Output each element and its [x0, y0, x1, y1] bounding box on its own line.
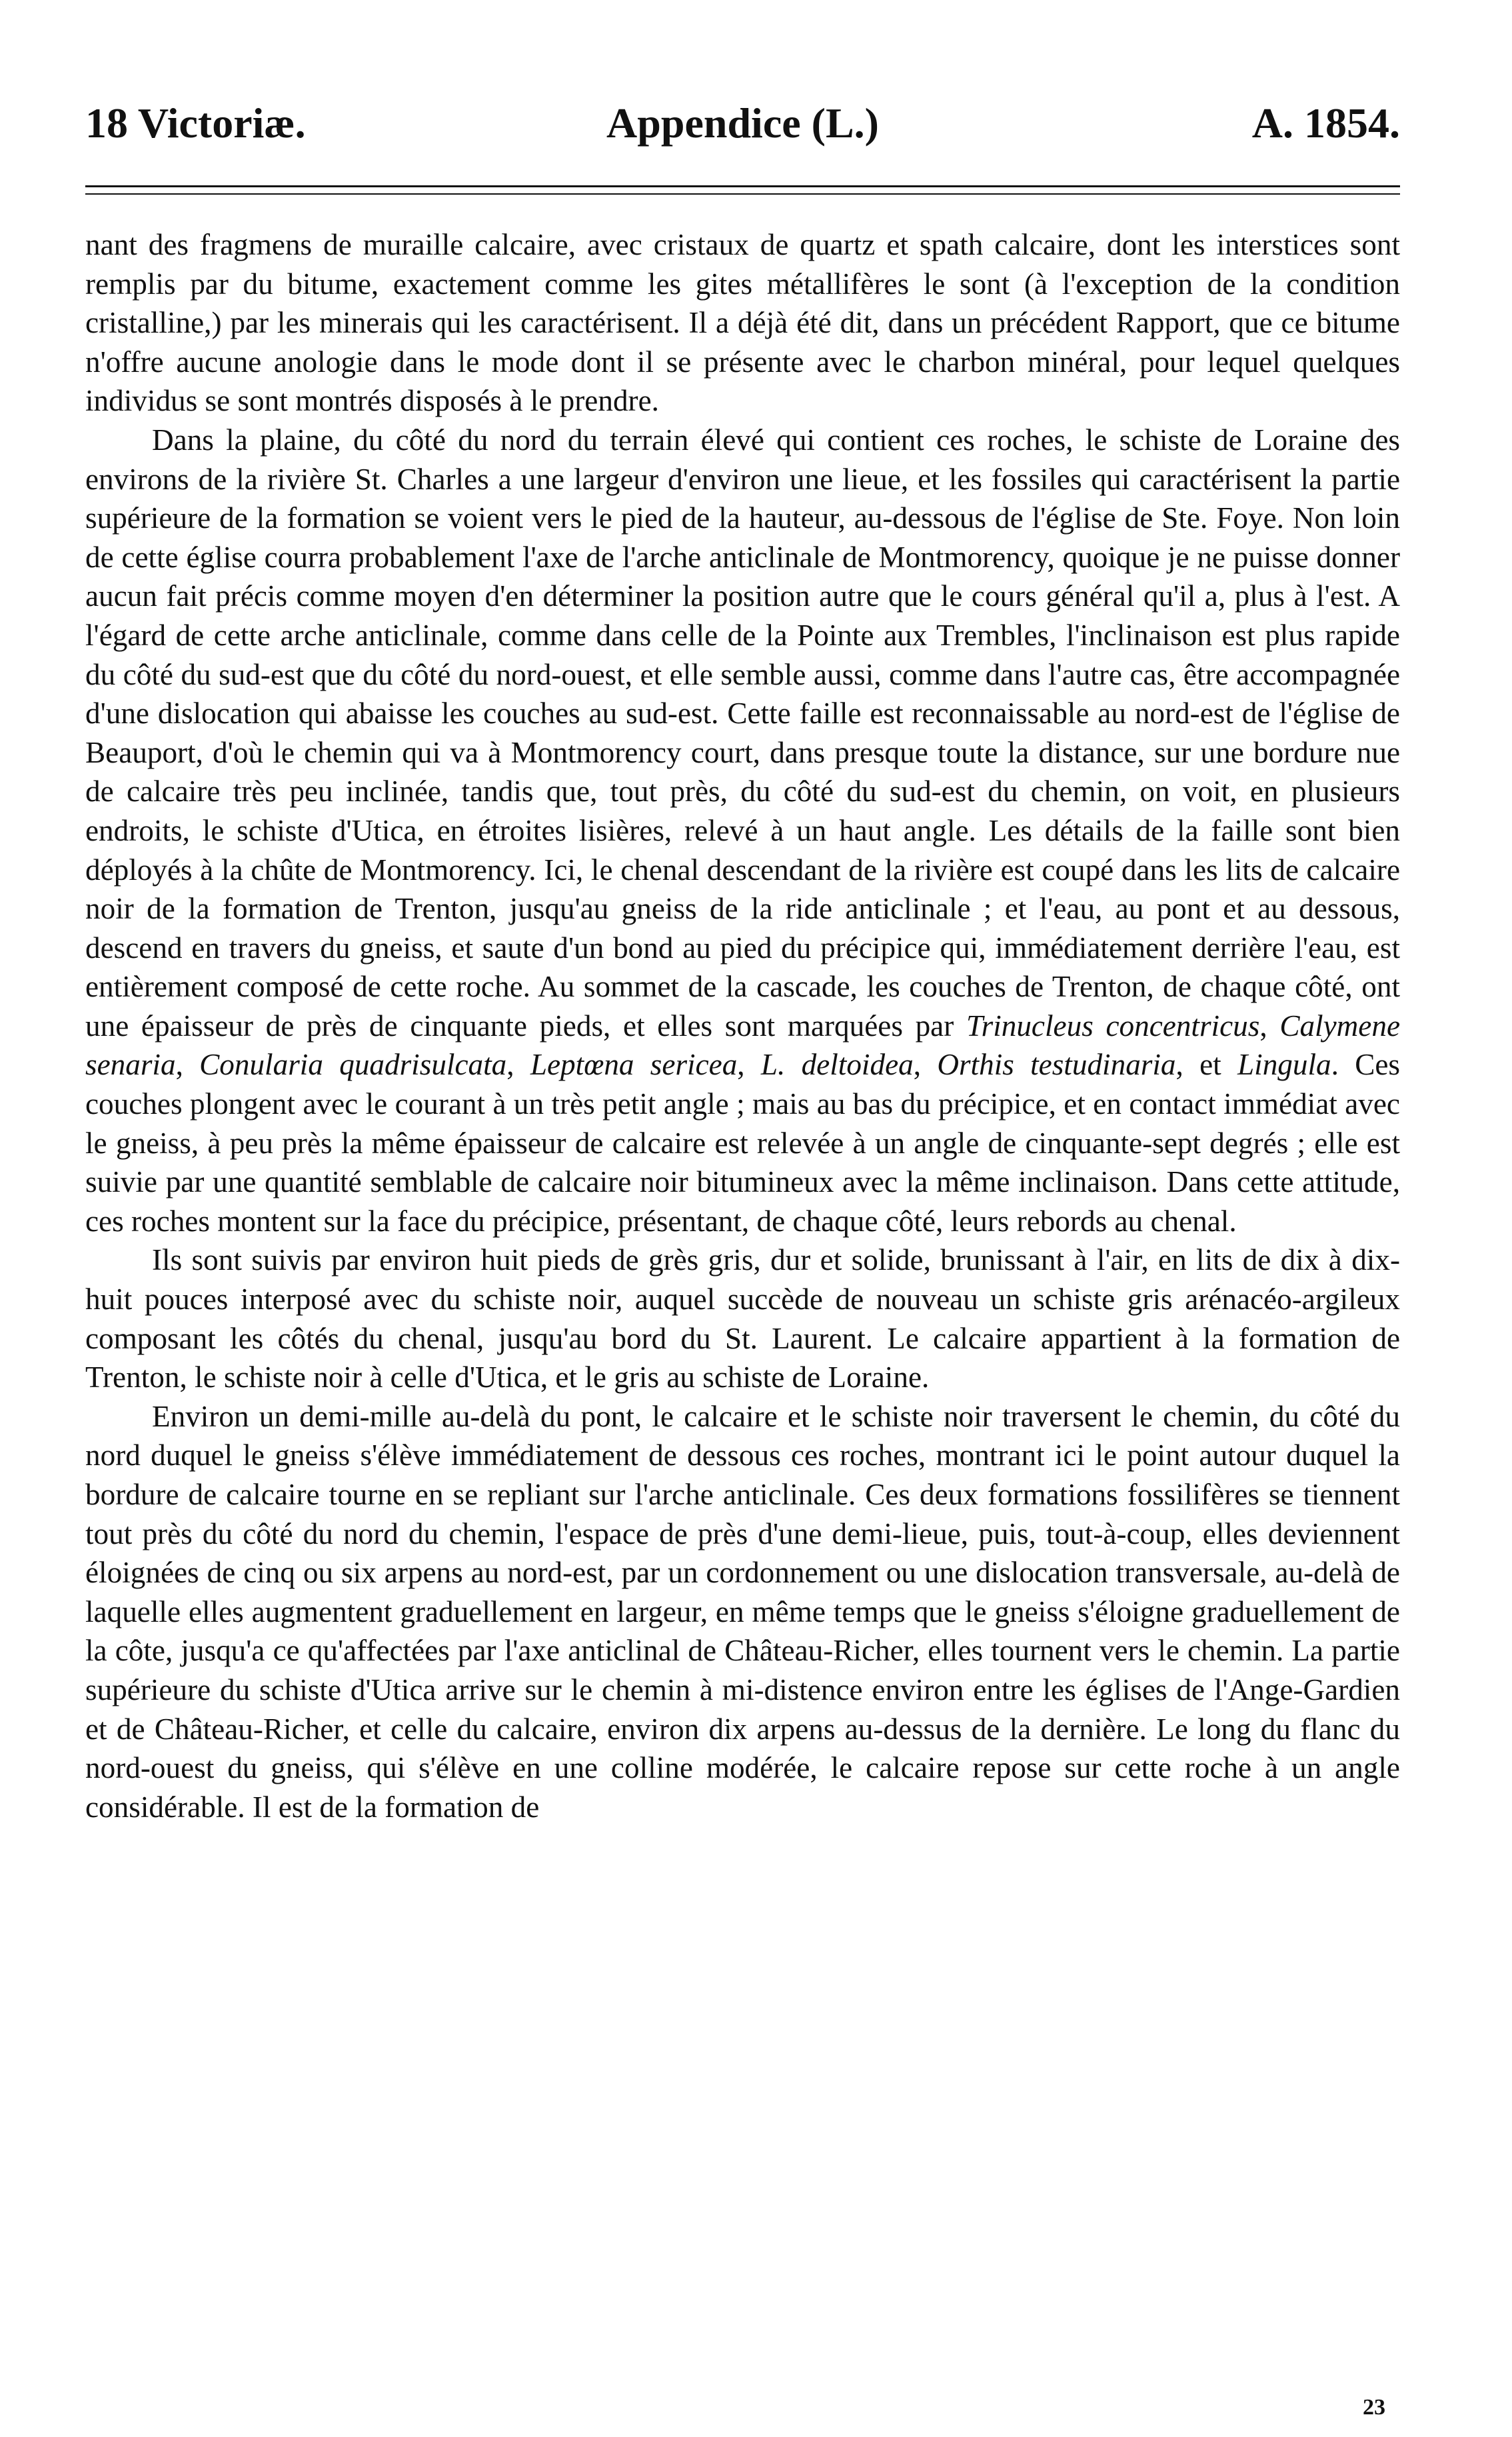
separator: ,	[175, 1048, 200, 1082]
fossil-name: Lingula	[1237, 1048, 1331, 1082]
separator: , et	[1175, 1048, 1238, 1082]
header-year: A. 1854.	[1251, 99, 1400, 147]
paragraph-3: Ils sont suivis par environ huit pieds de grès gris, dur et solide, brunissant à l'air, en lits de dix à dix-huit pouces interposé avec du schiste noir, auquel succède de nouveau un schiste gris arénacéo-argileux composant les côtés du chenal, jusqu'au bord du St. Laurent. Le calcaire appartient à la formation de Trenton, le schiste noir à celle d'Utica, et le gris au schiste de Loraine.	[85, 1243, 1400, 1394]
paragraph-2-text: Dans la plaine, du côté du nord du terrain élevé qui contient ces roches, le schiste de Loraine des environs de la rivière St. Charles a une largeur d'environ une lieue, et les fossiles qui caractérisent la partie supérieure de la formation se voient vers le pied de la hauteur, au-dessous de l'église de Ste. Foye. Non loin de cette église courra probablement l'axe de l'arche anticlinale de Montmorency, quoique je ne puisse donner aucun fait précis comme moyen d'en déterminer la position autre que le cours général qu'il a, plus à l'est. A l'égard de cette arche anticlinale, comme dans celle de la Pointe aux Trembles, l'inclinaison est plus rapide du côté du sud-est que du côté du nord-ouest, et elle semble aussi, comme dans l'autre cas, être accompagnée d'une dislocation qui abaisse les couches au sud-est. Cette faille est reconnaissable au nord-est de l'église de Beauport, d'où le chemin qui va à Montmorency court, dans presque toute la distance, sur une bordure nue de calcaire très peu inclinée, tandis que, tout près, du côté du sud-est du chemin, on voit, en plusieurs endroits, le schiste d'Utica, en étroites lisières, relevé à un haut angle. Les détails de la faille sont bien déployés à la chûte de Montmorency. Ici, le chenal descendant de la rivière est coupé dans les lits de calcaire noir de la formation de Trenton, jusqu'au gneiss de la ride anticlinale ; et l'eau, au pont et au dessous, descend en travers du gneiss, et saute d'un bond au pied du précipice qui, immédiatement derrière l'eau, est entièrement composé de cette roche. Au sommet de la cascade, les couches de Trenton, de chaque côté, ont une épaisseur de près de cinquante pieds, et elles sont marquées par	[85, 423, 1400, 1043]
separator: ,	[1259, 1009, 1280, 1043]
fossil-name: Calymene senaria	[85, 1009, 1401, 1082]
header-appendix: Appendice (L.)	[606, 99, 879, 147]
separator: ,	[506, 1048, 530, 1082]
fossil-name: Orthis testudinaria	[937, 1048, 1176, 1082]
fossil-name: Leptœna sericea	[530, 1048, 738, 1082]
header-rule-thin	[85, 193, 1400, 195]
paragraph-4: Environ un demi-mille au-delà du pont, le calcaire et le schiste noir traversent le chemin, du côté du nord duquel le gneiss s'élève immédiatement de dessous ces roches, montrant ici le point autour duquel la bordure de calcaire tourne en se repliant sur l'arche anticlinale. Ces deux formations fossilifères se tiennent tout près du côté du nord du chemin, l'espace de près d'une demi-lieue, puis, tout-à-coup, elles deviennent éloignées de cinq ou six arpens au nord-est, par un cordonnement ou une dislocation transversale, au-delà de laquelle elles augmentent graduellement en largeur, en même temps que le gneiss s'éloigne graduellement de la côte, jusqu'a ce qu'affectées par l'axe anticlinal de Château-Richer, elles tournent vers le chemin. La partie supérieure du schiste d'Utica arrive sur le chemin à mi-distence environ entre les églises de l'Ange-Gardien et de Château-Richer, et celle du calcaire, environ dix arpens au-dessus de la dernière. Le long du flanc du nord-ouest du gneiss, qui s'élève en une colline modérée, le calcaire repose sur cette roche à un angle considérable. Il est de la formation de	[85, 1399, 1400, 1824]
fossil-name: Trinucleus concentricus	[966, 1009, 1260, 1043]
header-session: 18 Victoriæ.	[85, 99, 306, 147]
separator: ,	[913, 1048, 938, 1082]
running-header	[85, 93, 1400, 153]
paragraph-2	[85, 421, 1400, 1240]
page-number: 23	[1363, 2395, 1385, 2420]
separator: ,	[737, 1048, 761, 1082]
paragraph-2-text-end: . Ces couches plongent avec le courant à un très petit angle ; mais au bas du précipice, et en contact immédiat avec le gneiss, à peu près la même épaisseur de calcaire est relevée à un angle de cinquante-sept degrés ; elle est suivie par une quantité semblable de calcaire noir bitumineux avec la même inclinaison. Dans cette attitude, ces roches montent sur la face du précipice, présentant, de chaque côté, leurs rebords au chenal.	[85, 1048, 1400, 1238]
header-rule-thick	[85, 185, 1400, 187]
body-text	[85, 225, 1400, 1826]
paragraph-1: nant des fragmens de muraille calcaire, avec cristaux de quartz et spath calcaire, dont les interstices sont remplis par du bitume, exactement comme les gites métallifères le sont (à l'exception de la condition cristalline,) par les minerais qui les caractérisent. Il a déjà été dit, dans un précédent Rapport, que ce bitume n'offre aucune anologie dans le mode dont il se présente avec le charbon minéral, pour lequel quelques individus se sont montrés disposés à le prendre.	[85, 228, 1400, 418]
fossil-name: Conularia quadrisulcata	[199, 1048, 507, 1082]
fossil-name: L. deltoidea	[760, 1048, 914, 1082]
